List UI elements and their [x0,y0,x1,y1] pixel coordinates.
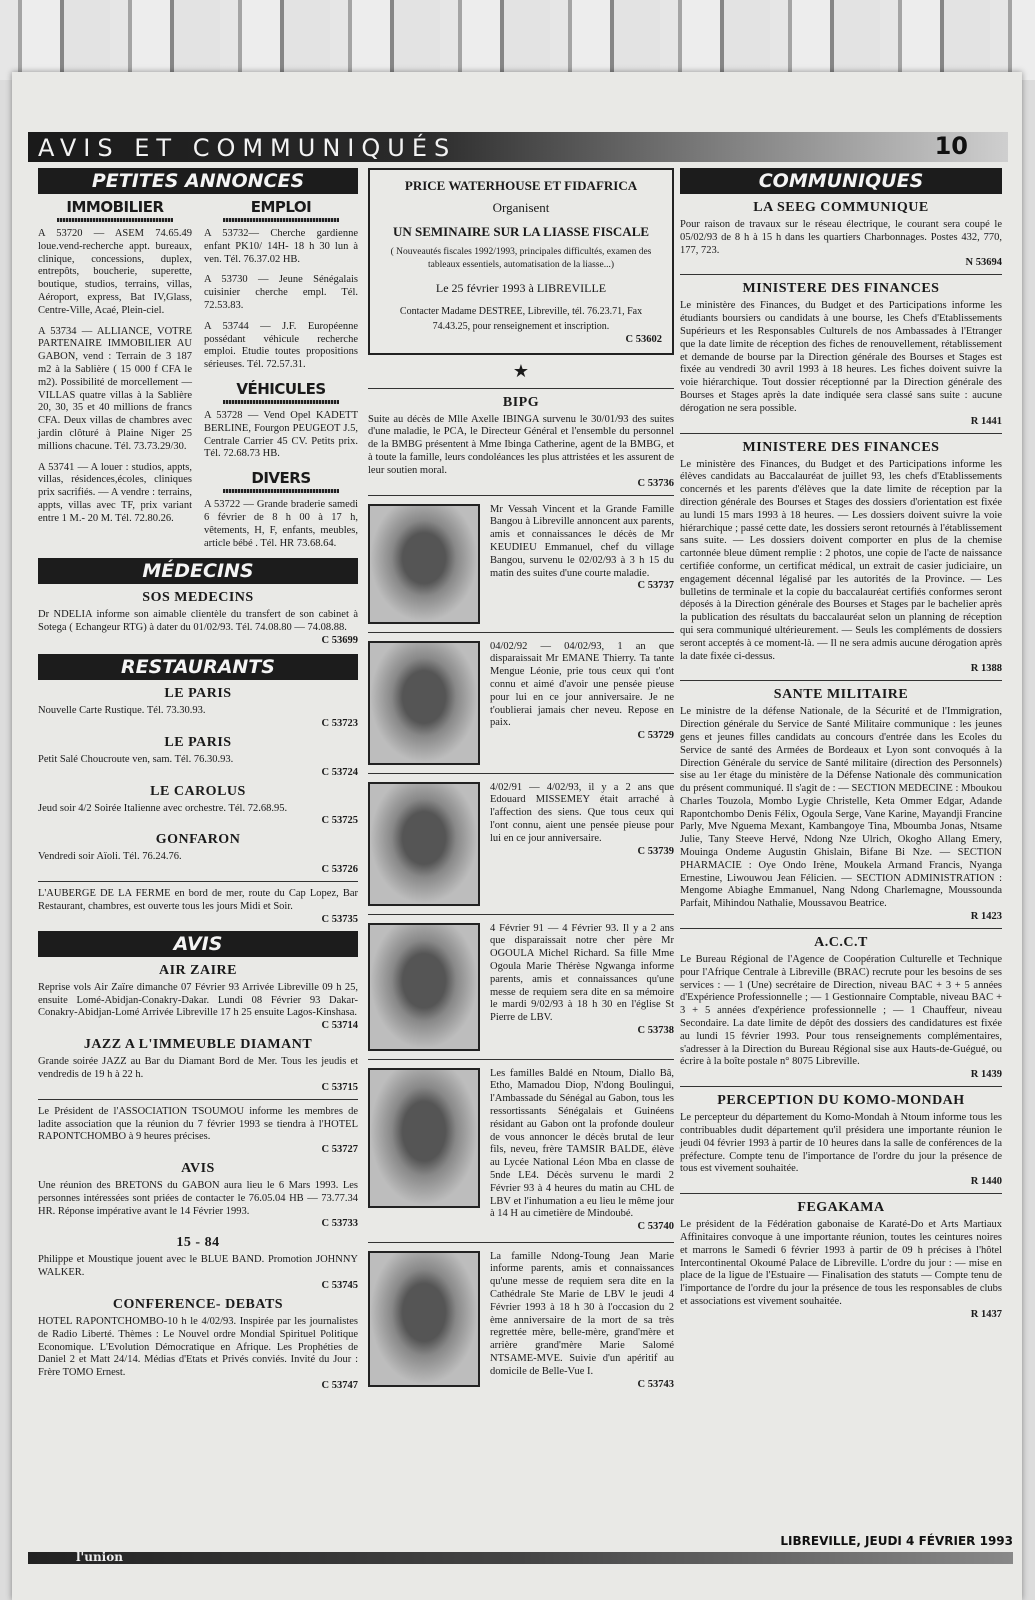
obituary-text: Mr Vessah Vincent et la Grande Famille Bangou à Libreville annoncent aux parents, amis et connaissances le décès de Mr KEUDIEU Emmanuel, chef du village Bangou, survenu le 02/02/93 à 3 h 15 du matin des suites d'une courte maladie. [490,503,674,579]
ad-code: C 53738 [637,1024,674,1036]
ad-title: LE PARIS [164,685,232,701]
ad-code: C 53737 [637,580,674,592]
divider [368,773,674,774]
seminar-title: UN SEMINAIRE SUR LA LIASSE FISCALE [392,224,650,239]
obituary-text: 4/02/91 — 4/02/93, il y a 2 ans que Edouard MISSEMEY était arraché à l'affection des siens. Que tous ceux qui l'ont connu, aient une pensée pieuse pour lui en ce jour anniversaire. [490,781,674,844]
ad-text: Une réunion des BRETONS du GABON aura lieu le 6 Mars 1993. Les personnes intéressées sont priées de contacter le 76.05.04 HB — 73.77.34 HR. Réponse impérative avant le 14 Février 1993. [38,1180,358,1217]
ad-code: C 53747 [321,1380,358,1392]
classified-ad: A 53741 — A louer : studios, appts, villas, résidences,écoles, cliniques prix sacrifiés. — A vendre : terrains, appts, villas avec TF, prix variant entre 1 M.- 20 M. Tél. 72.80.26. [38,461,192,524]
obituary [368,782,674,906]
classified-ad: A 53720 — ASEM 74.65.49 loue.vend-recherche appt. bureaux, clinique, concessions, duplex, entrepôts, boucherie, superette, boutique, studios, terrains, villas, Aéroport, express, Bat IV,Glass, Centre-Ville, Acaé, Plein-ciel. [38,228,192,316]
seminar-date: Le 25 février 1993 à LIBREVILLE [435,280,607,295]
ad-title: BIPG [502,394,540,410]
page-background-strip [0,0,1035,80]
avis-banner: AVIS [38,931,358,957]
divider [368,1059,674,1060]
emploi-section [198,198,358,558]
ad-title: CONFERENCE- DEBATS [112,1297,284,1313]
ad-text: Le Président de l'ASSOCIATION TSOUMOU informe les membres de ladite association que la réunion du 7 février 1993 se tiendra à l'HOTEL RAPONTCHOMBO à 9 heures précises. [38,1105,358,1143]
ad-title: MINISTERE DES FINANCES [742,281,940,297]
footer-bar [28,1534,1013,1564]
divider [680,1086,1002,1087]
portrait-photo [368,782,480,906]
ad-code: R 1423 [970,911,1002,923]
divider [368,914,674,915]
divider [38,881,358,882]
divers-heading: DIVERS [251,469,311,488]
vehicules-heading: VÉHICULES [236,379,326,398]
ad-text: HOTEL RAPONTCHOMBO-10 h le 4/02/93. Inspirée par les journalistes de Radio Liberté. Thèmes : Le Nouvel ordre Mondial Spirituel Politique Economique. L'Evolution Démocratique en Afrique. Les Prophéties de Daniel 2 et Matt 24/14. Médias d'Etats et Privés conviés. Invité du Jour : Frère TOMO Ernest. [38,1316,358,1379]
obituary-text: La famille Ndong-Toung Jean Marie informe parents, amis et connaissances qu'une messe de requiem sera dite en la Cathédrale Ste Marie de LBV le jeudi 4 Février 1993 à 18 h 30 à l'occasion du 2 ème anniversaire de la mort de sa très regrettée mère, belle-mère, grand'mère et arrière grand'mère Marie Salomé NTSAME-MVE. Suivie d'un apéritif au domicile de Belle-Vue I. [490,1250,674,1377]
divider [368,388,674,389]
ad-code: C 53715 [321,1081,358,1093]
ad-text: Suite au décès de Mlle Axelle IBINGA survenu le 30/01/93 des suites d'une maladie, le PCA, le Directeur Général et l'ensemble du personnel de la BMBG présentent à Mme Ibinga Catherine, agent de la BMBG, et à toute la famille, leurs condoléances les plus attristées et les assurent de leur soutien moral. [368,413,674,476]
ad-code: R 1439 [970,1069,1002,1081]
ad-text: Le ministère des Finances, du Budget et des Participations informe les étudiants boursiers ou candidats à une bourse, les Chefs d'Etablissements Supérieurs et les Responsables Culturels de nos Ambassades à l'Etranger que la date limite de réception des fiches de renouvellement, rétablissement et demande de bourse par la Direction générale des Bourses et Stages est fixée au vendredi 30 avril 1993 à 18 heures. Les fiches doivent suivre la voie hiérarchique. Tout dossier réceptionné par la Direction générale des Bourses et Stages après la date indiquée sera classé sans suite : aucune dérogation ne sera possible. [680,300,1002,414]
obituary [368,1250,674,1390]
seminar-topics: ( Nouveautés fiscales 1992/1993, principales difficultés, examen des tableaux essentiels, automatisation de la liasse...) [390,247,652,271]
ad-text: Philippe et Moustique jouent avec le BLUE BAND. Promotion JOHNNY WALKER. [38,1254,358,1279]
ad-code: C 53729 [637,730,674,742]
ad-title: MINISTERE DES FINANCES [742,439,940,455]
ad-title: 15 - 84 [176,1235,220,1251]
divider [223,400,339,404]
divider [223,218,339,222]
divider [680,1193,1002,1194]
classified-ad: A 53744 — J.F. Européenne possédant véhicule recherche emploi. Etudie toutes propositions sérieuses. Tél. 72.57.31. [204,320,358,371]
portrait-photo [368,1251,480,1387]
classified-ad: A 53734 — ALLIANCE, VOTRE PARTENAIRE IMMOBILIER AU GABON, vend : Terrain de 3 187 m2 à la Sablière ( 15 000 f CFA le m2). Possibilité de morcellement — VILLAS quatre villas à la Sablière 20, 30, 35 et 40 millions de francs CFA. Deux villas de chambres avec jardin clôturé à Plaine Niger 25 millions chacune. Tél. 73.73.29/30. [38,325,192,452]
ad-text: Reprise vols Air Zaïre dimanche 07 Février 93 Arrivée Libreville 09 h 25, ensuite Lomé-Abidjan-Conakry-Dakar. Lundi 08 Février 93 Dakar-Conakry-Abidjan-Lomé Arrivée Libreville 17 h 25 ensuite Lagos-Kinshasa. [38,981,358,1019]
ad-text: Le Bureau Régional de l'Agence de Coopération Culturelle et Technique pour l'Afrique Centrale à Libreville (BRAC) recrute pour les besoins de ses services : — 1 (Une) secrétaire de Direction, niveau BAC + 3 + 5 années d'Expérience Professionnelle ; — 1 Gestionnaire Comptable, niveau BAC + 3 + 5 années d'expérience professionnelle ; — 1 Chauffeur, niveau Secondaire. La date limite de dépôt des dossiers des candidatures est fixée au lundi 15 février 1993. Pour tous renseignements complémentaires, s'adresser à la Direction du Bureau Régional sise aux Hauts-de-Guégué, ou écrire à la boîte postale n° 8075 Libreville. [680,954,1002,1068]
classified-ad: A 53722 — Grande braderie samedi 6 février de 8 h 00 à 17 h, vêtements, H, F, enfants, meubles, article bébé . Tél. HR 73.68.64. [204,499,358,549]
ad-title: LE CAROLUS [150,783,246,799]
masthead [28,132,1008,162]
divider [223,489,339,493]
ad-code: C 53699 [321,634,358,646]
ad-code: C 53602 [625,333,662,345]
classified-ad: A 53732— Cherche gardienne enfant PK10/ 14H- 18 h 30 lun à ven. Tél. 76.37.02 HB. [204,228,358,265]
ad-title: GONFARON [155,832,241,848]
immobilier-heading: IMMOBILIER [66,198,164,216]
ad-code: C 53724 [321,766,358,778]
obituary-text: 4 Février 91 — 4 Février 93. Il y a 2 ans que disparaissait notre cher père Mr OGOULA Michel Richard. Sa fille Mme Ogoula Marie Thérèse Ngwanga informe parents, amis et connaissances qu'une messe de requiem sera dite en sa mémoire le mardi 9/02/93 à 18 h 30 en l'église St Pierre de LBV. [490,922,674,1024]
restaurants-banner: RESTAURANTS [38,654,358,680]
classified-ad: A 53728 — Vend Opel KADETT BERLINE, Fourgon PEUGEOT J.5, Centrale Carrier 45 CV. Petits prix. Tél. 72.68.73 HB. [204,409,358,460]
classified-ad: A 53730 — Jeune Sénégalais cuisinier cherche empl. Tél. 72.53.83. [204,274,358,311]
issue-date: LIBREVILLE, JEUDI 4 FÉVRIER 1993 [780,1534,1013,1548]
ad-code: C 53733 [321,1218,358,1230]
ad-title: AIR ZAIRE [158,962,237,978]
divider [38,1099,358,1100]
ad-code: C 53745 [321,1280,358,1292]
obituary [368,504,674,624]
ad-text: Le ministère des Finances, du Budget et des Participations informe les élèves candidats au Baccalauréat de juillet 93, les chefs d'Etablissements concernés et les parents d'élèves que la date limite de réception par la direction générale des Bourses et Stages des dossiers d'orientation est fixée au lundi 15 mars 1993 à 18 heures. — Les dossiers doivent suivre la voie hiérarchique ; passé cette date, les dossiers seront retournés à l'établissement sans suite. — Les dossiers doivent comporter en plus de la chemise cartonnée bleue dûment remplie : 2 photos, une copie de l'acte de naissance certifiée conforme, un certificat médical, un extrait de casier judiciaire, un engagement décennal légalisé par les autorités de la Province. — Les bulletins de terminale et la copie du baccalauréat certifiés conformes seront déposés à la Direction générale des Bourses et Stages par le bachelier après la publication des résultats du baccalauréat selon un planning de réception qui sera communiqué ultérieurement. — Seuls les compléments de dossiers seront acceptés à ce moment-là. — Il ne sera admis aucune dérogation après la date fixée ci-dessus. [680,458,1002,662]
newspaper-page [12,72,1022,1600]
obituary-text: 04/02/92 — 04/02/93, 1 an que disparaissait Mr EMANE Thierry. Ta tante Mengue Léonie, prie tous ceux qui t'ont connu et aimé d'avoir une pensée pieuse pour lui en ce jour anniversaire. Je ne t'oublierai jamais cher neveu. Repose en paix. [490,640,674,729]
divider [368,495,674,496]
newspaper-brand: l'union [76,1550,123,1564]
ad-title: AVIS [181,1161,215,1177]
ad-code: R 1441 [970,415,1002,427]
ad-code: C 53743 [637,1378,674,1390]
column-left [38,168,358,1391]
page-number: 10 [934,132,968,160]
ad-code: R 1388 [970,663,1002,675]
ad-code: C 53723 [321,717,358,729]
seminar-ad-box [368,168,674,355]
portrait-photo [368,504,480,624]
ad-text: L'AUBERGE DE LA FERME en bord de mer, route du Cap Lopez, Bar Restaurant, chambres, est ouverte tous les jours Midi et Soir. [38,888,358,912]
obituary [368,923,674,1051]
ad-title: LE PARIS [164,734,232,750]
divider [368,632,674,633]
ad-code: N 53694 [965,257,1002,269]
portrait-photo [368,1068,480,1208]
ad-title: JAZZ A L'IMMEUBLE DIAMANT [83,1037,313,1053]
divider [680,433,1002,434]
divider [680,928,1002,929]
ad-code: C 53740 [637,1221,674,1233]
portrait-photo [368,923,480,1051]
ad-text: Petit Salé Choucroute ven, sam. Tél. 76.30.93. [38,753,234,765]
ad-code: C 53739 [637,845,674,857]
seminar-organizers: PRICE WATERHOUSE ET FIDAFRICA [404,178,638,193]
medecins-banner: MÉDECINS [38,558,358,584]
ad-text: Le ministre de la défense Nationale, de la Sécurité et de l'Immigration, Direction générale du Service de Santé Militaire communique : les jeunes gens et jeunes filles candidats au concours d'entrée dans les Ecoles du Service de santé des Armées de Bordeaux et Lyon sont convoqués à la Direction Générale du service de Santé militaire (direction des Personnels) sise au 1er étage du ministère de la Défense Nationale dès communication du présent communiqué. Il s'agit de : — SECTION MEDECINE : Mboukou Charles Touzola, Mombo Lygie Christelle, Keta Ommer Edgar, Adande Rapontchombo Denis Félix, Ogoula Serge, Vane Karine, Mayandji Francine Parly, Mve Nguema Mexant, Kambangoye Tina, Mboumba Jonas, Ntsame Julie, Tany Steeve Hervé, Ndong Nze Ulrich, Okogho Allang Emery, Mouinga Ondeme Augustin Ghislain, Bifane Bi Nze. — SECTION PHARMACIE : Oye Ondo Irène, Moukela Armand Francis, Nyanga Ernestine, Liwouwou Jean Félicien. — SECTION ADMINISTRATION : Mengome Abiaghe Emmanuel, Nang Ndong Charlemagne, Moussounda Parfait, Mihindou Nathalie, Moussavou Beatrice. [680,706,1002,910]
immobilier-section [38,198,198,534]
column-right [680,168,1002,1320]
emploi-heading: EMPLOI [250,198,312,216]
ad-code: C 53727 [321,1144,358,1156]
ad-title: A.C.C.T [814,935,868,951]
ad-title: FEGAKAMA [797,1200,885,1216]
ad-code: C 53735 [321,913,358,925]
ad-title: PERCEPTION DU KOMO-MONDAH [717,1093,965,1109]
ad-code: C 53726 [321,864,358,876]
seminar-contact: Contacter Madame DESTREE, Libreville, tél. 76.23.71, Fax 74.43.25, pour renseignement et inscription. [399,305,643,332]
ad-text: Nouvelle Carte Rustique. Tél. 73.30.93. [38,704,206,716]
ad-code: C 53714 [321,1020,358,1032]
ad-text: Grande soirée JAZZ au Bar du Diamant Bord de Mer. Tous les jeudis et vendredis de 19 h à 22 h. [38,1056,358,1080]
star-icon: ★ [512,360,530,381]
ad-title: SOS MEDECINS [142,590,254,606]
ad-text: Le percepteur du département du Komo-Mondah à Ntoum informe tous les contribuables dudit département qu'il présidera une importante réunion le jeudi 04 février 1993 à partir de 10 heures dans la salle de conférences de la préfecture. Compte tenu de l'importance de l'ordre du jour la présence de tous est vivement souhaitée. [680,1112,1002,1175]
divider [680,680,1002,681]
ad-code: R 1437 [970,1308,1002,1320]
ad-code: C 53736 [637,477,674,489]
obituary [368,641,674,765]
column-middle [368,168,674,1395]
seminar-verb: Organisent [492,200,550,215]
ad-text: Dr NDELIA informe son aimable clientèle du transfert de son cabinet à Sotega ( Echangeur RTG) à dater du 01/02/93. Tél. 74.08.80 — 74.08.88. [38,609,358,634]
ad-text: Jeud soir 4/2 Soirée Italienne avec orchestre. Tél. 72.68.95. [38,802,288,814]
ad-text: Le président de la Fédération gabonaise de Karaté-Do et Arts Martiaux Affinitaires convoque à une importante réunion, toutes les ceintures noires et marrons le Samedi 6 février 1993 à partir de 09 h précises à l'hôtel Intercontinental Okoumé Palace de Libreville. L'ordre du jour : — mise en place de la ligue de l'Estuaire — Finalisation des statuts — Compte tenu de l'importance de l'ordre du jour la présence de tous les responsables de clubs et associations est vivement souhaitée. [680,1219,1002,1307]
ad-text: Vendredi soir Aïoli. Tél. 76.24.76. [38,851,182,863]
ad-code: R 1440 [970,1176,1002,1188]
portrait-photo [368,641,480,765]
obituary [368,1068,674,1234]
petites-annonces-banner: PETITES ANNONCES [38,168,358,194]
ad-title: SANTE MILITAIRE [773,687,909,703]
obituary-text: Les familles Baldé en Ntoum, Diallo Bâ, Etho, Mamadou Diop, N'dong Boulingui, l'Ambassade du Sénégal au Gabon, tous les ressortissants Sénégalais et Guinéens résidant au Gabon ont la profonde douleur de vous annoncer le décès brutal de leur fils, neveu, frère TAMSIR BALDE, élève au Lycée National Léon Mba en classe de 5nde LE4. Décès survenu le mardi 2 Février 93 à 4 heures du matin au CHL de LBV et l'inhumation a eu lieu le même jour à 14 H au cimetière de Mindoubé. [490,1067,674,1220]
section-title: AVIS ET COMMUNIQUÉS [38,134,457,162]
divider [57,218,173,222]
communiques-banner: COMMUNIQUES [680,168,1002,194]
divider [368,1242,674,1243]
divider [680,274,1002,275]
ad-code: C 53725 [321,815,358,827]
ad-text: Pour raison de travaux sur le réseau électrique, le courant sera coupé le 05/02/93 de 8 h à 15 h dans les quartiers Charbonnages. Postes 432, 770, 177, 723. [680,219,1002,256]
ad-title: LA SEEG COMMUNIQUE [753,200,929,215]
